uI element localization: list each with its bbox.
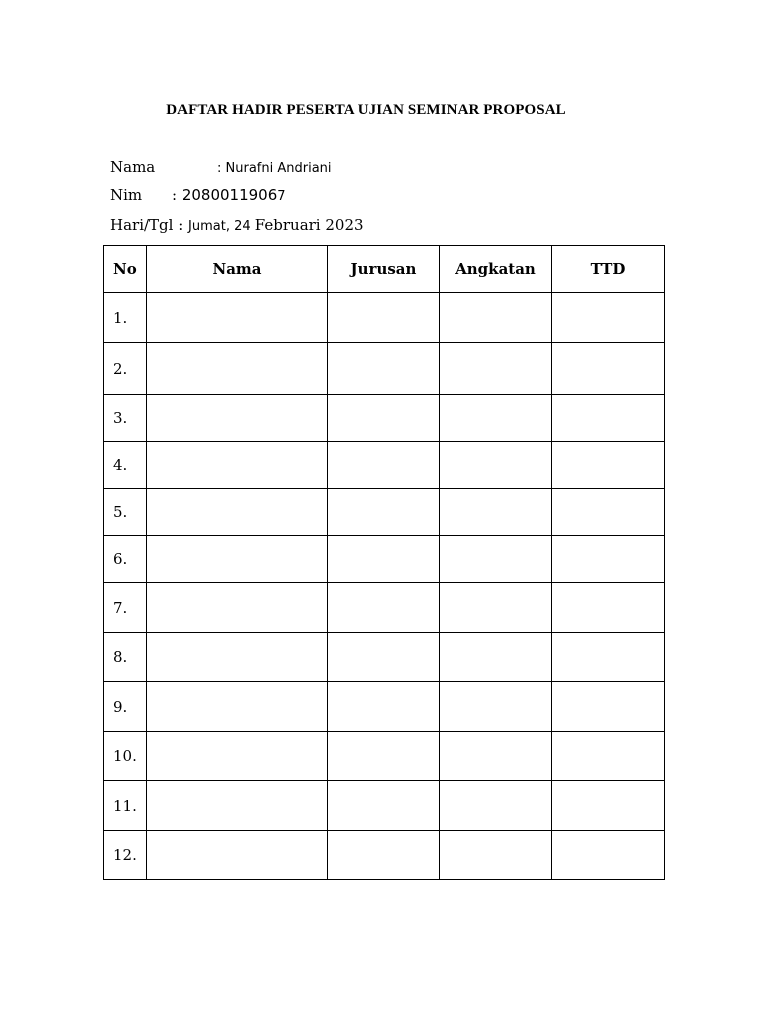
jurusan-cell (328, 293, 440, 343)
table-row (104, 395, 665, 442)
nama-separator: : (217, 161, 226, 176)
jurusan-cell (328, 343, 440, 395)
ttd-cell (552, 583, 665, 633)
table-row (104, 583, 665, 633)
nim-separator: : (172, 186, 182, 204)
nim-value: 2080011906 (181, 186, 278, 204)
nama-value: Nurafni Andriani (225, 161, 332, 176)
angkatan-cell (440, 293, 552, 343)
angkatan-cell (440, 343, 552, 395)
angkatan-cell (440, 633, 552, 682)
nama-cell (147, 395, 328, 442)
row-number: 3. (104, 395, 147, 442)
jurusan-cell (328, 395, 440, 442)
table-row (104, 536, 665, 583)
nama-label: Nama (110, 158, 156, 176)
table-row (104, 633, 665, 682)
angkatan-cell (440, 536, 552, 583)
nim-value-tail: 7 (277, 189, 286, 204)
table-row (104, 343, 665, 395)
nama-cell (147, 583, 328, 633)
ttd-cell (552, 442, 665, 489)
nama-cell (147, 293, 328, 343)
ttd-cell (552, 489, 665, 536)
ttd-cell (552, 536, 665, 583)
nama-cell (147, 536, 328, 583)
row-number: 6. (104, 536, 147, 583)
table-header-row (104, 246, 665, 293)
table-row (104, 831, 665, 880)
ttd-cell (552, 293, 665, 343)
row-number: 1. (104, 293, 147, 343)
header-no: No (104, 246, 147, 293)
table-body (104, 293, 665, 880)
row-number: 12. (104, 831, 147, 880)
ttd-cell (552, 343, 665, 395)
angkatan-cell (440, 682, 552, 732)
info-nama (110, 158, 332, 176)
ttd-cell (552, 831, 665, 880)
nama-cell (147, 732, 328, 781)
angkatan-cell (440, 732, 552, 781)
nama-cell (147, 781, 328, 831)
row-number: 11. (104, 781, 147, 831)
jurusan-cell (328, 536, 440, 583)
jurusan-cell (328, 583, 440, 633)
header-ttd: TTD (552, 246, 665, 293)
ttd-cell (552, 395, 665, 442)
table-row (104, 682, 665, 732)
angkatan-cell (440, 489, 552, 536)
row-number: 8. (104, 633, 147, 682)
angkatan-cell (440, 583, 552, 633)
hari-date: Februari 2023 (254, 216, 364, 234)
jurusan-cell (328, 682, 440, 732)
hari-label: Hari/Tgl : (110, 216, 189, 234)
ttd-cell (552, 781, 665, 831)
jurusan-cell (328, 633, 440, 682)
nim-label: Nim (110, 186, 143, 204)
row-number: 7. (104, 583, 147, 633)
header-nama: Nama (147, 246, 328, 293)
angkatan-cell (440, 442, 552, 489)
jurusan-cell (328, 831, 440, 880)
info-hari-tgl (110, 216, 364, 234)
row-number: 10. (104, 732, 147, 781)
row-number: 2. (104, 343, 147, 395)
document-title: DAFTAR HADIR PESERTA UJIAN SEMINAR PROPOSAL (166, 102, 566, 118)
table-row (104, 489, 665, 536)
jurusan-cell (328, 489, 440, 536)
nama-cell (147, 442, 328, 489)
header-angkatan: Angkatan (440, 246, 552, 293)
jurusan-cell (328, 732, 440, 781)
ttd-cell (552, 633, 665, 682)
table-row (104, 732, 665, 781)
row-number: 5. (104, 489, 147, 536)
nama-cell (147, 343, 328, 395)
jurusan-cell (328, 781, 440, 831)
table-row (104, 781, 665, 831)
nama-cell (147, 489, 328, 536)
table-row (104, 442, 665, 489)
row-number: 9. (104, 682, 147, 732)
angkatan-cell (440, 781, 552, 831)
ttd-cell (552, 732, 665, 781)
nama-cell (147, 682, 328, 732)
nama-cell (147, 831, 328, 880)
jurusan-cell (328, 442, 440, 489)
header-jurusan: Jurusan (328, 246, 440, 293)
angkatan-cell (440, 395, 552, 442)
attendance-table (103, 245, 665, 880)
angkatan-cell (440, 831, 552, 880)
ttd-cell (552, 682, 665, 732)
table-row (104, 293, 665, 343)
row-number: 4. (104, 442, 147, 489)
nama-cell (147, 633, 328, 682)
hari-day: Jumat, 24 (188, 219, 255, 234)
info-nim (110, 186, 286, 204)
